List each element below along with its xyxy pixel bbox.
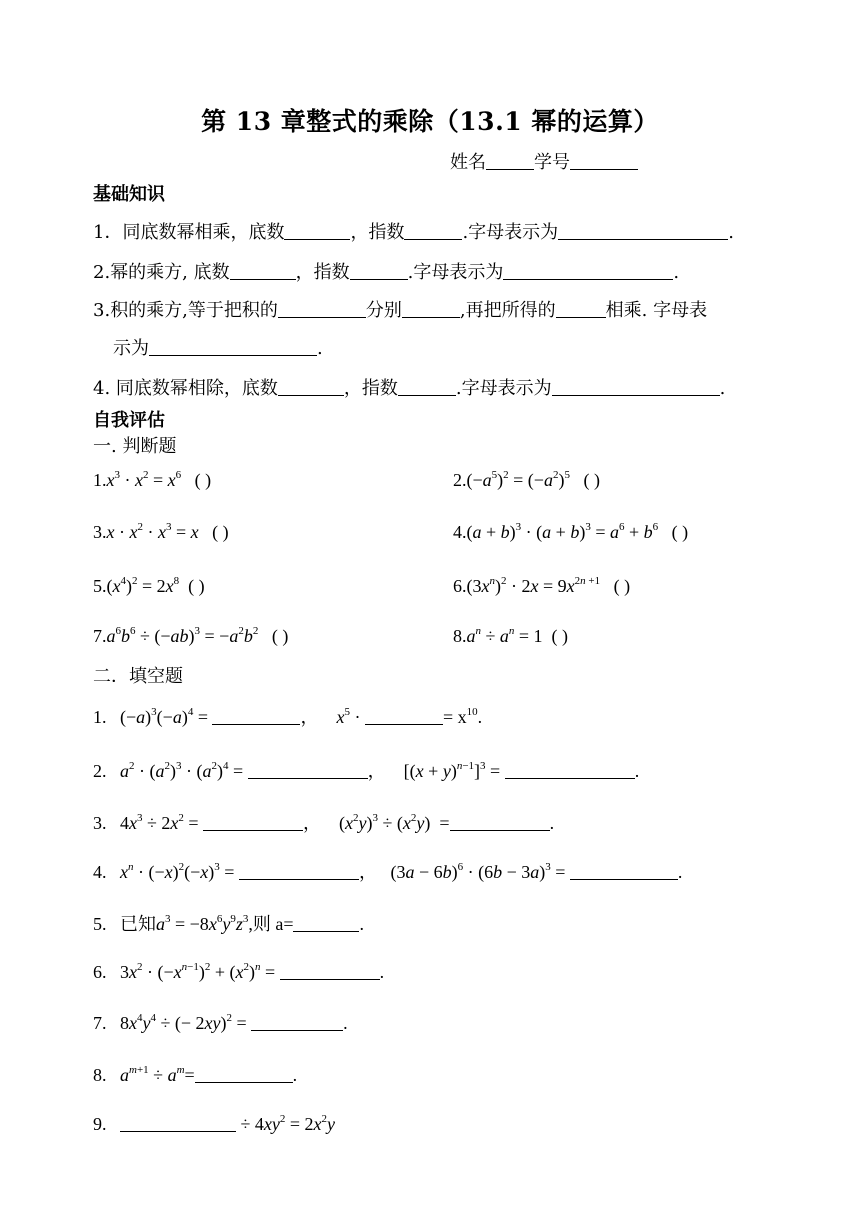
blank[interactable] (404, 223, 462, 240)
answer-paren[interactable]: ( ) (583, 470, 600, 490)
blank[interactable] (552, 379, 720, 396)
blank[interactable] (212, 708, 300, 725)
basic-q3-cont: 示为 . (113, 338, 323, 359)
blank[interactable] (450, 814, 550, 831)
blank[interactable] (230, 263, 296, 280)
blank[interactable] (278, 301, 366, 318)
blank[interactable] (251, 1014, 343, 1031)
answer-paren[interactable]: ( ) (551, 626, 569, 646)
page-title: 第 13 章整式的乘除（13.1 幂的运算） (201, 107, 659, 136)
section-self: 自我评估 (93, 410, 165, 431)
blank[interactable] (570, 863, 678, 880)
blank[interactable] (503, 263, 673, 280)
judge-q6: $6.(3x^n)^2 \cdot 2x = 9x^{2n +1}$ ( ) (453, 575, 631, 596)
answer-paren[interactable]: ( ) (271, 626, 289, 646)
blank[interactable] (558, 223, 728, 240)
fill-title: 二．填空题 (93, 666, 183, 687)
answer-paren[interactable]: ( ) (671, 522, 689, 542)
blank[interactable] (284, 223, 350, 240)
name-blank[interactable] (486, 153, 534, 170)
blank[interactable] (350, 263, 408, 280)
blank[interactable] (203, 814, 303, 831)
fill-q8: 8. $a^{m+1} \div a^m=$ . (93, 1064, 298, 1085)
answer-paren[interactable]: ( ) (212, 522, 229, 542)
basic-q1: 1．同底数幂相乘，底数 ，指数 .字母表示为 . (93, 222, 734, 243)
blank[interactable] (248, 762, 368, 779)
fill-q6: 6. $3x^2 \cdot (-x^{n-1})^2 + (x^2)^n$ = . (93, 961, 385, 982)
basic-q3: 3.积的乘方,等于把积的 分别 ,再把所得的 相乘. 字母表 (93, 300, 708, 321)
fill-q2: 2. $a^2 \cdot (a^2)^3 \cdot (a^2)^4$ = ， $[(x + y)^{n-1}]^3$ = . (93, 760, 640, 781)
section-basic: 基础知识 (93, 184, 165, 205)
blank[interactable] (120, 1115, 236, 1132)
judge-q3: $3.x \cdot x^2 \cdot x^3 = x$ ( ) (93, 521, 229, 542)
fill-q1: 1. $(-a)^3(-a)^4$ = ， $x^5$ · = $x^{10}$. (93, 706, 483, 727)
fill-q3: 3. $4x^3 \div 2x^2$ = ， $(x^2y)^3 \div (x^2y)$ = . (93, 812, 555, 833)
id-blank[interactable] (570, 153, 638, 170)
judge-q1: $1.x^3 \cdot x^2 = x^6$ ( ) (93, 469, 212, 490)
blank[interactable] (149, 339, 317, 356)
blank[interactable] (239, 863, 359, 880)
blank[interactable] (278, 379, 344, 396)
id-label: 学号 (534, 152, 570, 173)
fill-q5: 5. 已知$a^3 = -8x^6y^9z^3$,则 a= . (93, 913, 364, 934)
answer-paren[interactable]: ( ) (194, 470, 212, 490)
judge-q7: $7.a^6b^6 \div (-ab)^3 = -a^2b^2$ ( ) (93, 625, 289, 646)
basic-q4: 4. 同底数幂相除，底数 ，指数 .字母表示为 . (93, 378, 726, 399)
judge-title: 一. 判断题 (93, 436, 177, 457)
answer-paren[interactable]: ( ) (188, 576, 205, 596)
student-info (450, 148, 638, 174)
basic-q2: 2.幂的乘方, 底数 ，指数 .字母表示为 . (93, 262, 680, 283)
blank[interactable] (398, 379, 456, 396)
blank[interactable] (402, 301, 460, 318)
judge-q5: $5.(x^4)^2 = 2x^8$ ( ) (93, 575, 205, 596)
judge-q2: $2.(-a^5)^2 = (-a^2)^5$ ( ) (453, 469, 600, 490)
blank[interactable] (293, 915, 359, 932)
blank[interactable] (195, 1066, 293, 1083)
fill-q7: 7. $8x^4y^4$ ÷ (− 2xy)$^2$ = . (93, 1012, 348, 1033)
judge-q4: $4.(a + b)^3 \cdot (a + b)^3 = a^6 + b^6$ ( ) (453, 521, 689, 542)
name-label: 姓名 (450, 152, 486, 173)
fill-q4: 4. $x^n \cdot (-x)^2(-x)^3$ = ， $(3a - 6b)^6 \cdot (6b - 3a)^3$ = . (93, 861, 683, 882)
blank[interactable] (556, 301, 606, 318)
judge-q8: $8.a^n \div a^n = 1$ ( ) (453, 625, 569, 646)
blank[interactable] (505, 762, 635, 779)
answer-paren[interactable]: ( ) (613, 576, 631, 596)
fill-q9: 9. ÷ $4xy^2 = 2x^2y$ (93, 1113, 336, 1134)
blank[interactable] (365, 708, 443, 725)
blank[interactable] (280, 963, 380, 980)
